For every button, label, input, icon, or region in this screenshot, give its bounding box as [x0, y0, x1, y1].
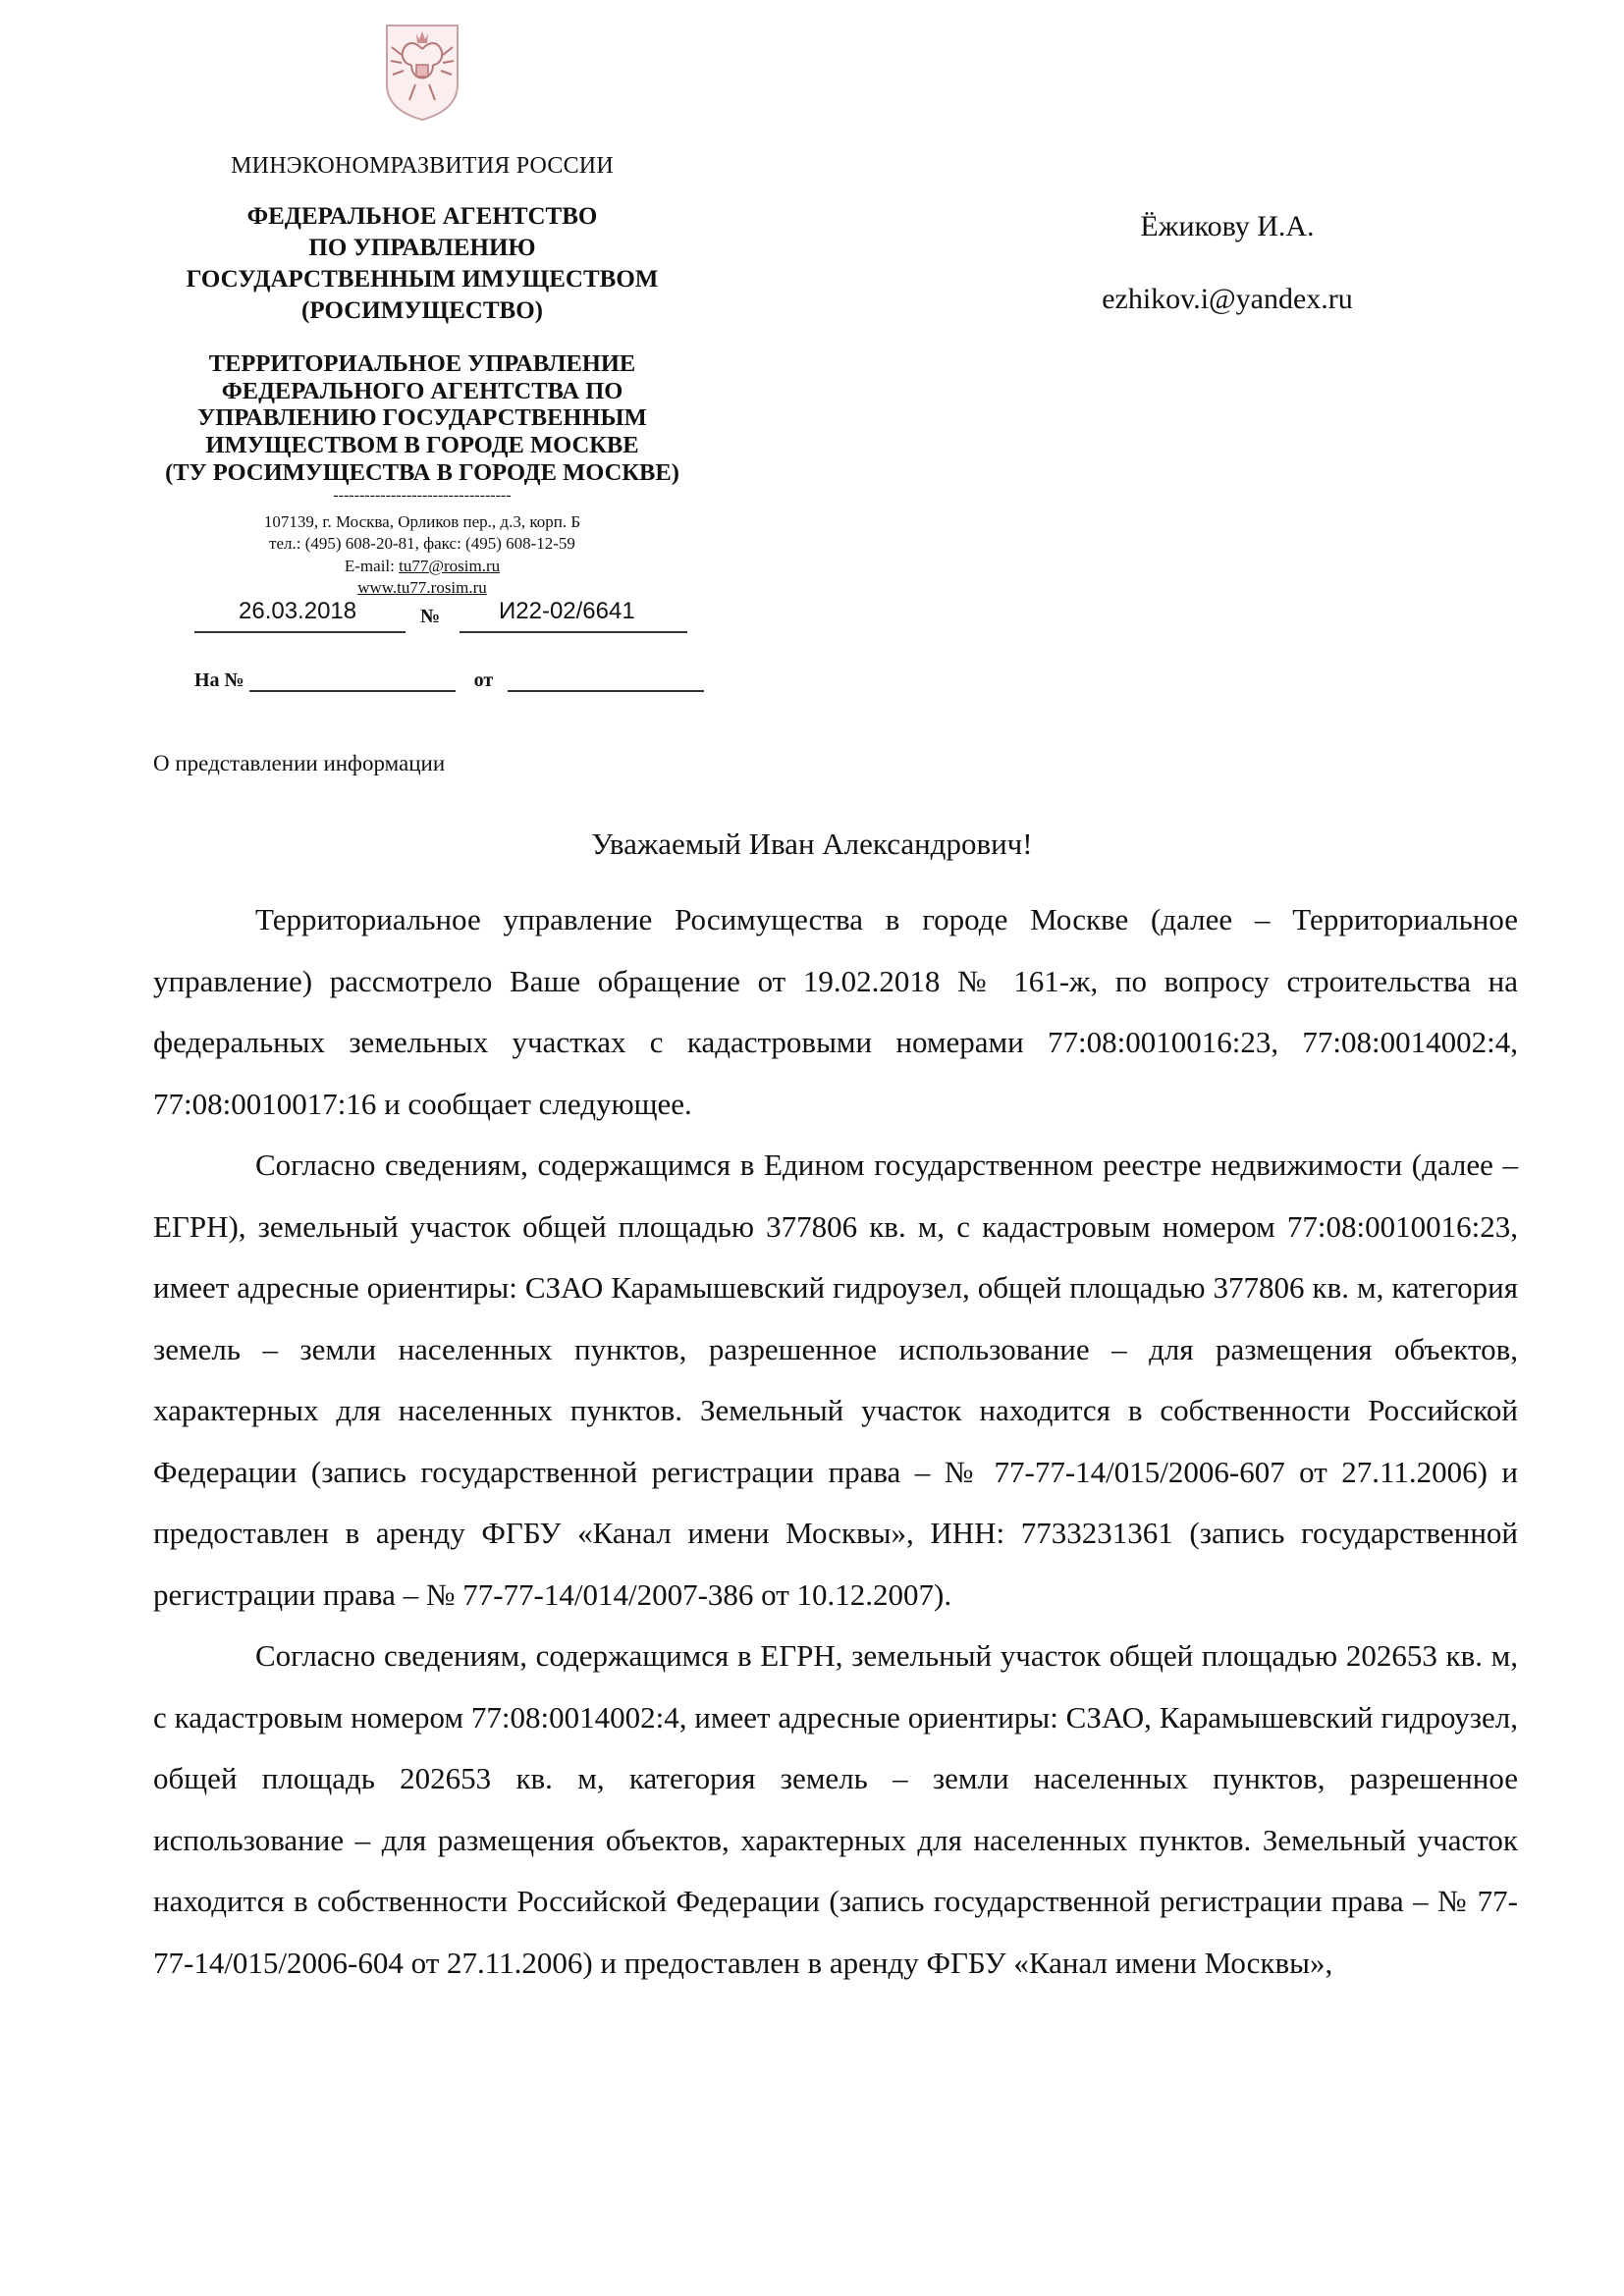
- territorial-line: ИМУЩЕСТВОМ В ГОРОДЕ МОСКВЕ: [205, 432, 639, 459]
- incoming-reference-label: На №: [194, 669, 244, 691]
- agency-name: [147, 201, 697, 327]
- outgoing-number: И22-02/6641: [499, 598, 635, 624]
- office-email-row: [147, 556, 697, 577]
- body-paragraph: Согласно сведениям, содержащимся в Едином государственном реестре недвижимости (далее – ЕГРН), земельный участок общей площадью 377806 кв. м, с кадастровым номером 77:08:0010016:23, имеет адресные ориентиры: СЗАО Карамышевский гидроузел, общей площадью 377806 кв. м, категория земель – земли населенных пунктов, разрешенное использование – для размещения объектов, характерных для населенных пунктов. Земельный участок находится в собственности Российской Федерации (запись государственной регистрации права – № 77-77-14/015/2006-607 от 27.11.2006) и предоставлен в аренду ФГБУ «Канал имени Москвы», ИНН: 7733231361 (запись государственной регистрации права – № 77-77-14/014/2007-386 от 10.12.2007).: [153, 1148, 1518, 1612]
- incoming-reference-blank: [249, 672, 456, 692]
- letterhead-separator: ----------------------------------: [333, 487, 512, 505]
- addressee-name: Ёжикову И.А.: [1140, 210, 1315, 242]
- letter-body: [153, 889, 1518, 1994]
- incoming-reference-row: [194, 669, 704, 692]
- letterhead: [147, 20, 697, 599]
- greeting: Уважаемый Иван Александрович!: [591, 827, 1033, 861]
- outgoing-date-field: [194, 590, 406, 633]
- agency-line: (РОСИМУЩЕСТВО): [301, 297, 543, 324]
- office-website-link[interactable]: www.tu77.rosim.ru: [357, 577, 487, 597]
- territorial-line: (ТУ РОСИМУЩЕСТВА В ГОРОДЕ МОСКВЕ): [165, 458, 679, 486]
- outgoing-date: 26.03.2018: [239, 598, 357, 624]
- agency-line: ПО УПРАВЛЕНИЮ: [308, 235, 536, 261]
- letterhead-contacts: [147, 511, 697, 598]
- outgoing-number-field: [460, 590, 687, 633]
- ministry-name: МИНЭКОНОМРАЗВИТИЯ РОССИИ: [231, 153, 614, 179]
- coat-of-arms-emblem-icon: [382, 20, 462, 124]
- agency-line: ФЕДЕРАЛЬНОЕ АГЕНТСТВО: [246, 203, 598, 230]
- territorial-line: УПРАВЛЕНИЮ ГОСУДАРСТВЕННЫМ: [197, 404, 647, 432]
- territorial-line: ТЕРРИТОРИАЛЬНОЕ УПРАВЛЕНИЕ: [208, 350, 636, 377]
- territorial-line: ФЕДЕРАЛЬНОГО АГЕНТСТВА ПО: [221, 377, 623, 404]
- incoming-date-label: от: [473, 669, 494, 691]
- letter-subject: О представлении информации: [153, 751, 446, 775]
- office-phone: тел.: (495) 608-20-81, факс: (495) 608-12-59: [269, 534, 575, 554]
- office-email-link[interactable]: tu77@rosim.ru: [399, 556, 501, 575]
- office-email-label: E-mail:: [344, 556, 395, 575]
- addressee-block: [1041, 210, 1414, 316]
- incoming-date-blank: [508, 672, 704, 692]
- addressee-email: ezhikov.i@yandex.ru: [1102, 283, 1353, 315]
- outgoing-number-label: №: [420, 606, 441, 627]
- office-address: 107139, г. Москва, Орликов пер., д.3, корп. Б: [263, 512, 581, 532]
- body-paragraph: Территориальное управление Росимущества в городе Москве (далее – Территориальное управление) рассмотрело Ваше обращение от 19.02.2018 № 161-ж, по вопросу строительства на федеральных земельных участках с кадастровыми номерами 77:08:0010016:23, 77:08:0014002:4, 77:08:0010017:16 и сообщает следующее.: [153, 902, 1518, 1121]
- territorial-office-name: [147, 350, 697, 486]
- agency-line: ГОСУДАРСТВЕННЫМ ИМУЩЕСТВОМ: [186, 266, 659, 293]
- body-paragraph: Согласно сведениям, содержащимся в ЕГРН, земельный участок общей площадью 202653 кв. м, с кадастровым номером 77:08:0014002:4, имеет адресные ориентиры: СЗАО, Карамышевский гидроузел, общей площадь 202653 кв. м, категория земель – земли населенных пунктов, разрешенное использование – для размещения объектов, характерных для населенных пунктов. Земельный участок находится в собственности Российской Федерации (запись государственной регистрации права – № 77-77-14/015/2006-604 от 27.11.2006) и предоставлен в аренду ФГБУ «Канал имени Москвы»,: [153, 1638, 1518, 1980]
